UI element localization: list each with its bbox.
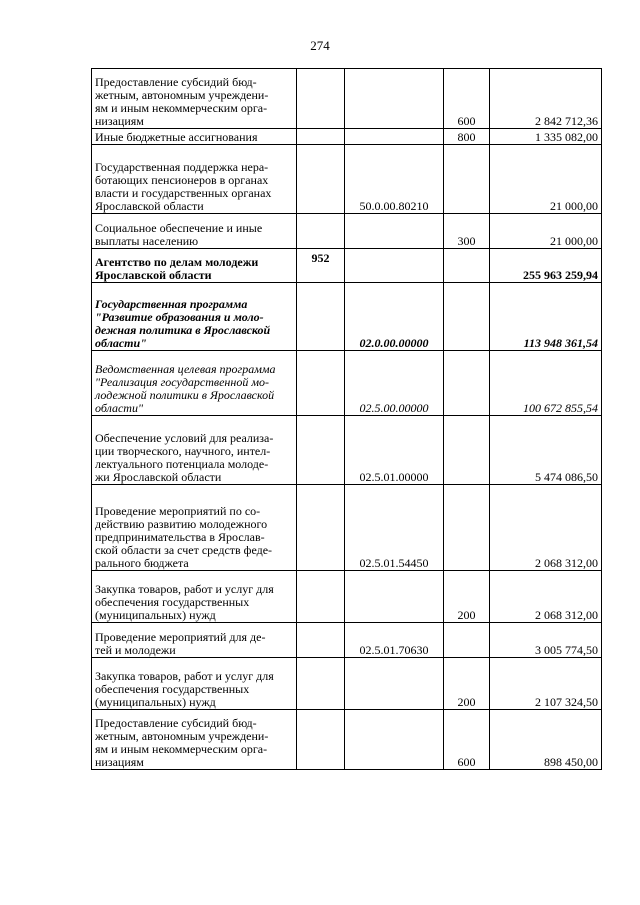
row-expense-type-cell: 800 [444, 129, 490, 145]
row-amount-cell: 2 842 712,36 [490, 69, 602, 129]
table-row [92, 145, 602, 214]
row-amount-cell: 2 068 312,00 [490, 485, 602, 571]
row-name-cell: Обеспечение условий для реализа- ции творческого, научного, интел- лектуального потенциала молоде- жи Ярославской области [92, 416, 297, 485]
row-amount-cell: 1 335 082,00 [490, 129, 602, 145]
row-name-cell: Закупка товаров, работ и услуг для обеспечения государственных (муниципальных) нужд [92, 658, 297, 710]
row-name-cell: Проведение мероприятий по со- действию развитию молодежного предпринимательства в Ярослав- ской области за счет средств феде- рального бюджета [92, 485, 297, 571]
row-code-cell [297, 214, 345, 249]
row-code-cell [297, 69, 345, 129]
row-target-article-cell: 02.5.01.00000 [345, 416, 444, 485]
table-row [92, 485, 602, 571]
row-target-article-cell [345, 710, 444, 770]
row-target-article-cell [345, 571, 444, 623]
budget-table [91, 68, 602, 770]
row-code-cell [297, 485, 345, 571]
table-row [92, 214, 602, 249]
row-amount-cell: 113 948 361,54 [490, 283, 602, 351]
table-row [92, 416, 602, 485]
row-expense-type-cell: 300 [444, 214, 490, 249]
row-amount-cell: 21 000,00 [490, 145, 602, 214]
table-row [92, 69, 602, 129]
row-code-cell: 952 [297, 249, 345, 283]
row-target-article-cell [345, 129, 444, 145]
table-row [92, 658, 602, 710]
table-row [92, 571, 602, 623]
row-target-article-cell: 02.5.00.00000 [345, 351, 444, 416]
row-expense-type-cell [444, 623, 490, 658]
row-code-cell [297, 710, 345, 770]
row-expense-type-cell: 200 [444, 571, 490, 623]
row-amount-cell: 5 474 086,50 [490, 416, 602, 485]
row-code-cell [297, 145, 345, 214]
row-code-cell [297, 351, 345, 416]
row-name-cell: Государственная программа "Развитие образования и моло- дежная политика в Ярославской области" [92, 283, 297, 351]
row-target-article-cell [345, 214, 444, 249]
table-row [92, 129, 602, 145]
row-expense-type-cell: 600 [444, 710, 490, 770]
row-name-cell: Предоставление субсидий бюд- жетным, автономным учреждени- ям и иным некоммерческим орга- низациям [92, 710, 297, 770]
row-code-cell [297, 571, 345, 623]
page-number: 274 [310, 38, 330, 53]
row-name-cell: Агентство по делам молодежи Ярославской области [92, 249, 297, 283]
row-expense-type-cell [444, 145, 490, 214]
row-expense-type-cell [444, 249, 490, 283]
row-expense-type-cell [444, 416, 490, 485]
row-amount-cell: 2 107 324,50 [490, 658, 602, 710]
row-target-article-cell [345, 69, 444, 129]
budget-table-body [92, 69, 602, 770]
row-name-cell: Государственная поддержка нера- ботающих пенсионеров в органах власти и государственных органах Ярославской области [92, 145, 297, 214]
row-expense-type-cell [444, 351, 490, 416]
row-expense-type-cell: 600 [444, 69, 490, 129]
row-amount-cell: 21 000,00 [490, 214, 602, 249]
row-code-cell [297, 283, 345, 351]
table-row [92, 710, 602, 770]
row-expense-type-cell [444, 485, 490, 571]
row-expense-type-cell: 200 [444, 658, 490, 710]
row-amount-cell: 100 672 855,54 [490, 351, 602, 416]
table-row [92, 623, 602, 658]
row-code-cell [297, 658, 345, 710]
table-row [92, 351, 602, 416]
row-target-article-cell: 02.5.01.70630 [345, 623, 444, 658]
row-name-cell: Социальное обеспечение и иные выплаты населению [92, 214, 297, 249]
row-target-article-cell [345, 249, 444, 283]
row-amount-cell: 255 963 259,94 [490, 249, 602, 283]
row-target-article-cell: 02.5.01.54450 [345, 485, 444, 571]
row-code-cell [297, 623, 345, 658]
row-code-cell [297, 129, 345, 145]
row-name-cell: Проведение мероприятий для де- тей и молодежи [92, 623, 297, 658]
row-name-cell: Иные бюджетные ассигнования [92, 129, 297, 145]
row-target-article-cell: 02.0.00.00000 [345, 283, 444, 351]
row-expense-type-cell [444, 283, 490, 351]
row-amount-cell: 898 450,00 [490, 710, 602, 770]
table-row [92, 283, 602, 351]
row-code-cell [297, 416, 345, 485]
row-target-article-cell: 50.0.00.80210 [345, 145, 444, 214]
table-row [92, 249, 602, 283]
row-name-cell: Закупка товаров, работ и услуг для обеспечения государственных (муниципальных) нужд [92, 571, 297, 623]
row-amount-cell: 3 005 774,50 [490, 623, 602, 658]
row-target-article-cell [345, 658, 444, 710]
row-amount-cell: 2 068 312,00 [490, 571, 602, 623]
row-name-cell: Предоставление субсидий бюд- жетным, автономным учреждени- ям и иным некоммерческим орга- низациям [92, 69, 297, 129]
row-name-cell: Ведомственная целевая программа "Реализация государственной мо- лодежной политики в Ярославской области" [92, 351, 297, 416]
